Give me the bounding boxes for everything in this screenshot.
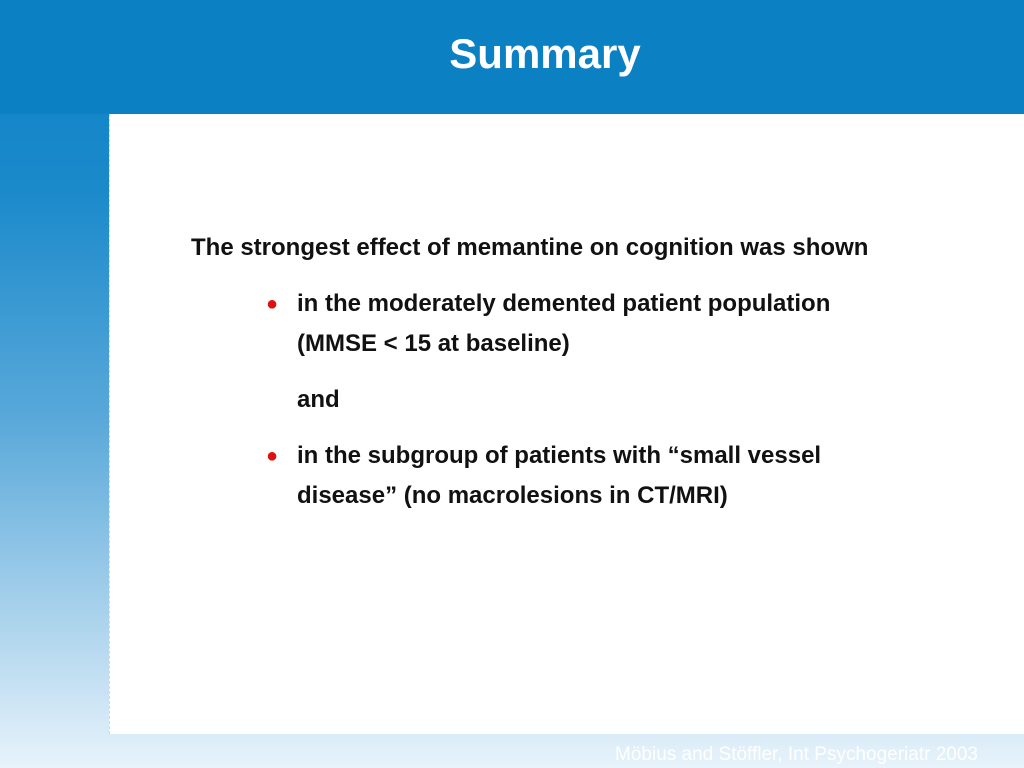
citation-footer: Möbius and Stöffler, Int Psychogeriatr 2003	[615, 744, 978, 765]
bullet-item-1	[191, 284, 837, 364]
intro-text: The strongest effect of memantine on cognition was shown	[191, 234, 869, 261]
bullet-text-2: in the subgroup of patients with “small vessel disease” (no macrolesions in CT/MRI)	[297, 442, 822, 509]
bullet-dot-icon: ●	[266, 293, 279, 315]
connector-text: and	[297, 386, 340, 413]
bullet-dot-icon: ●	[266, 445, 279, 467]
slide-body	[191, 228, 871, 516]
bullet-text-1: in the moderately demented patient population (MMSE < 15 at baseline)	[297, 290, 831, 357]
bullet-item-2	[191, 436, 837, 516]
slide-title: Summary	[449, 30, 641, 77]
